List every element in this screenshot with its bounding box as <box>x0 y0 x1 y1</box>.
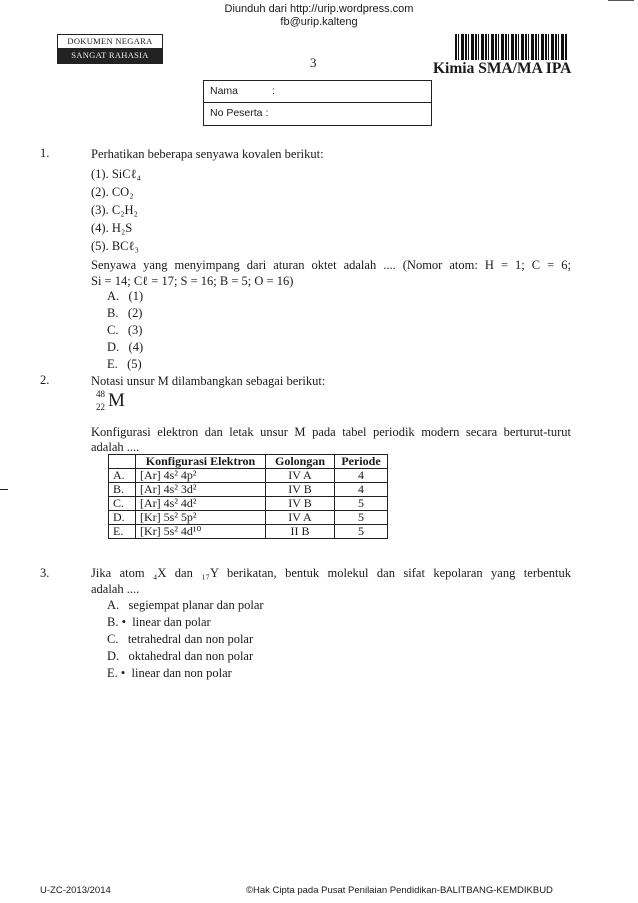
peserta-label: No Peserta : <box>210 107 269 119</box>
table-row[interactable] <box>109 525 388 539</box>
table-header: Golongan <box>266 455 335 469</box>
row-periode: 5 <box>335 525 388 539</box>
row-golongan: IV A <box>266 469 335 483</box>
doc-label-bottom: SANGAT RAHASIA <box>58 48 162 63</box>
q1-number: 1. <box>40 146 50 160</box>
row-periode: 5 <box>335 511 388 525</box>
row-option: C. <box>109 497 136 511</box>
identity-box <box>203 80 432 126</box>
q3-option-e[interactable]: E. • linear dan non polar <box>107 666 232 680</box>
table-header <box>109 455 136 469</box>
source-url: Diunduh dari http://urip.wordpress.com <box>224 3 414 15</box>
q1-option-d[interactable]: D. (4) <box>107 340 144 354</box>
table-row[interactable] <box>109 483 388 497</box>
q1-option-c[interactable]: C. (3) <box>107 323 143 337</box>
atomic-number: 22 <box>96 402 105 412</box>
nama-label: Nama <box>210 85 239 97</box>
nuclide-notation <box>96 389 128 421</box>
barcode-icon <box>455 34 567 60</box>
row-option: E. <box>109 525 136 539</box>
row-option: B. <box>109 483 136 497</box>
peserta-row[interactable] <box>204 102 431 124</box>
footer-code: U-ZC-2013/2014 <box>40 885 111 896</box>
subject-title: Kimia SMA/MA IPA <box>433 60 572 77</box>
footer-copyright: ©Hak Cipta pada Pusat Penilaian Pendidikan-BALITBANG-KEMDIKBUD <box>246 885 553 896</box>
q1-compound: (4). H₂S <box>91 221 133 235</box>
nama-colon: : <box>272 85 275 97</box>
row-config: [Ar] 4s² 3d² <box>136 483 266 497</box>
q1-compound: (5). BCℓ₃ <box>91 239 139 253</box>
q3-number: 3. <box>40 566 50 580</box>
q1-question-line1: Senyawa yang menyimpang dari aturan oktet adalah .... (Nomor atom: H = 1; C = 6; <box>91 258 571 272</box>
q1-compound: (3). C₂H₂ <box>91 203 138 217</box>
document-classification-box <box>57 34 163 64</box>
page-number: 3 <box>310 55 317 70</box>
q1-option-a[interactable]: A. (1) <box>107 289 144 303</box>
q1-prompt: Perhatikan beberapa senyawa kovalen berikut: <box>91 147 324 161</box>
margin-tick <box>0 489 8 490</box>
q1-compound: (1). SiCℓ₄ <box>91 167 141 181</box>
table-row[interactable] <box>109 497 388 511</box>
q3-question-line1: Jika atom ₄X dan ₁₇Y berikatan, bentuk molekul dan sifat kepolaran yang terbentuk <box>91 566 571 580</box>
row-periode: 5 <box>335 497 388 511</box>
q3-option-c[interactable]: C. tetrahedral dan non polar <box>107 632 254 646</box>
mass-number: 48 <box>96 389 105 399</box>
q1-option-b[interactable]: B. (2) <box>107 306 143 320</box>
row-config: [Ar] 4s² 4p² <box>136 469 266 483</box>
q3-option-a[interactable]: A. segiempat planar dan polar <box>107 598 264 612</box>
table-header-row <box>109 455 388 469</box>
row-golongan: IV B <box>266 497 335 511</box>
q3-option-d[interactable]: D. oktahedral dan non polar <box>107 649 254 663</box>
element-symbol: M <box>108 390 125 411</box>
row-golongan: IV B <box>266 483 335 497</box>
table-row[interactable] <box>109 511 388 525</box>
q1-compound: (2). CO₂ <box>91 185 134 199</box>
q2-number: 2. <box>40 373 50 387</box>
row-config: [Kr] 5s² 5p² <box>136 511 266 525</box>
q2-question-line2: adalah .... <box>91 440 140 454</box>
table-header: Konfigurasi Elektron <box>136 455 266 469</box>
row-option: D. <box>109 511 136 525</box>
row-golongan: IV A <box>266 511 335 525</box>
q2-question-line1: Konfigurasi elektron dan letak unsur M pada tabel periodik modern secara berturut-turut <box>91 425 571 439</box>
row-periode: 4 <box>335 469 388 483</box>
corner-line <box>608 0 634 2</box>
q3-option-b[interactable]: B. • linear dan polar <box>107 615 211 629</box>
nama-row[interactable] <box>204 81 431 102</box>
q2-prompt: Notasi unsur M dilambangkan sebagai berikut: <box>91 374 326 388</box>
source-contact: fb@urip.kalteng <box>280 16 358 28</box>
doc-label-top: DOKUMEN NEGARA <box>67 36 153 46</box>
table-row[interactable] <box>109 469 388 483</box>
row-config: [Ar] 4s² 4d² <box>136 497 266 511</box>
q3-question-line2: adalah .... <box>91 582 140 596</box>
row-golongan: II B <box>266 525 335 539</box>
q1-question-line2: Si = 14; Cℓ = 17; S = 16; B = 5; O = 16) <box>91 274 294 288</box>
row-config: [Kr] 5s² 4d¹⁰ <box>136 525 266 539</box>
table-header: Periode <box>335 455 388 469</box>
q1-option-e[interactable]: E. (5) <box>107 357 142 371</box>
row-option: A. <box>109 469 136 483</box>
row-periode: 4 <box>335 483 388 497</box>
configuration-table <box>108 454 388 539</box>
